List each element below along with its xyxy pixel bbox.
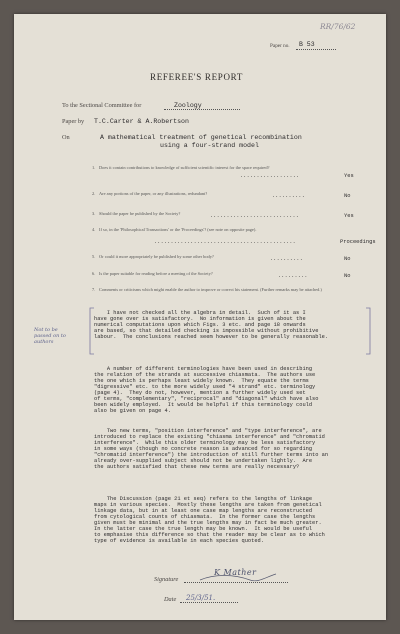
paper-by-value: T.C.Carter & A.Robertson (94, 117, 189, 125)
paper-title-line1: A mathematical treatment of genetical recombination (100, 133, 302, 141)
question-1: 1. Does it contain contributions to knowledge of sufficient scientific interest for the space required? (92, 165, 270, 170)
date-underline (180, 602, 238, 603)
question-1-leader: .................. (240, 173, 300, 179)
question-4-leader: ........................................... (154, 239, 296, 245)
question-5-leader: .......... (270, 256, 304, 262)
question-5: 5. Or could it more appropriately be published by some other body? (92, 254, 214, 259)
question-3-leader: ........................... (210, 213, 300, 219)
answer-3: Yes (344, 213, 354, 219)
answer-4: Proceedings (340, 239, 376, 245)
signature-handwriting: K Mather (214, 568, 257, 577)
committee-label: To the Sectional Committee for (62, 102, 142, 109)
question-6: 6. Is the paper suitable for reading before a meeting of the Society? (92, 271, 213, 276)
date-label: Date (164, 596, 177, 603)
signature-label: Signature (154, 576, 179, 583)
committee-value: Zoology (174, 101, 202, 109)
answer-1: Yes (344, 173, 354, 179)
on-label: On (62, 134, 70, 141)
signature-underline (184, 582, 288, 583)
comment-paragraph-1: I have not checked all the algebra in detail. Such of it as I have gone over is satisfactory. No information is given about the numerical computations upon which Figs. 3 etc. and page 18 onwards are based, so that detailed checking is impossible without prohibitive labour. The conclusions reached seem however to be generally reasonable. (94, 310, 329, 341)
question-2-leader: .......... (272, 193, 306, 199)
paper-no-label: Paper no. (270, 43, 290, 49)
question-4: 4. If so, in the 'Philosophical Transactions' or the 'Proceedings'? (see note on opposite page). (92, 227, 257, 232)
question-2: 2. Are any portions of the paper, or any illustrations, redundant? (92, 191, 208, 196)
referee-report-sheet (14, 14, 386, 620)
reference-code: RR/76/62 (320, 22, 356, 31)
comment-paragraph-4: The Discussion (page 21 et seq) refers to the lengths of linkage maps in various species. Mostly these lengths are taken from genetical linkage data, but in at least one case map lengths are reconstructed from cytological counts of chiasmata. In the former case the lengths given must be minimal and the true lengths may in fact be much greater. In the latter case the true length may be known. It would be useful to emphasise this difference so that the reader may be clear as to which type of evidence is available in each species quoted. (94, 496, 325, 545)
answer-5: No (344, 256, 351, 262)
report-title: REFEREE'S REPORT (150, 72, 244, 82)
comment-paragraph-3: Two new terms, "position interference" and "type interference", are introduced to replace the existing "chiasma interference" and "chromatid interference". While this older terminology may be less satisfactory in some ways (though no concrete reason is advanced for so regarding "chromatid interference") the introduction of still further terms into an already over-supplied subject should not be undertaken lightly. Are the authors satisfied that these new terms are really necessary? (94, 428, 329, 471)
comment-paragraph-2: A number of different terminologies have been used in describing the relation of the strands at successive chiasmata. The authors use the one which is perhaps least widely known. They equate the terms "digressive" etc. to the more widely used "4 strand" etc. terminology (page 4). They do not, however, mention a further widely used set of terms, "complementary", "reciprocal" and "diagonal" which have also been widely employed. It would be helpful if this terminology could also be given on page 4. (94, 366, 319, 415)
question-3: 3. Should the paper be published by the Society? (92, 211, 181, 216)
paper-no-value: B 53 (299, 41, 315, 48)
answer-6: No (344, 273, 351, 279)
question-7: 7. Comments or criticisms which might enable the author to improve or correct his statement. (Further remarks may be attached.) (92, 287, 322, 292)
margin-note: Not to be passed on to authors (34, 327, 66, 345)
answer-2: No (344, 193, 351, 199)
date-value: 25/3/51. (186, 594, 216, 602)
question-6-leader: ......... (278, 273, 308, 279)
paper-title-line2: using a four-strand model (160, 141, 259, 149)
paper-by-label: Paper by (62, 118, 85, 125)
